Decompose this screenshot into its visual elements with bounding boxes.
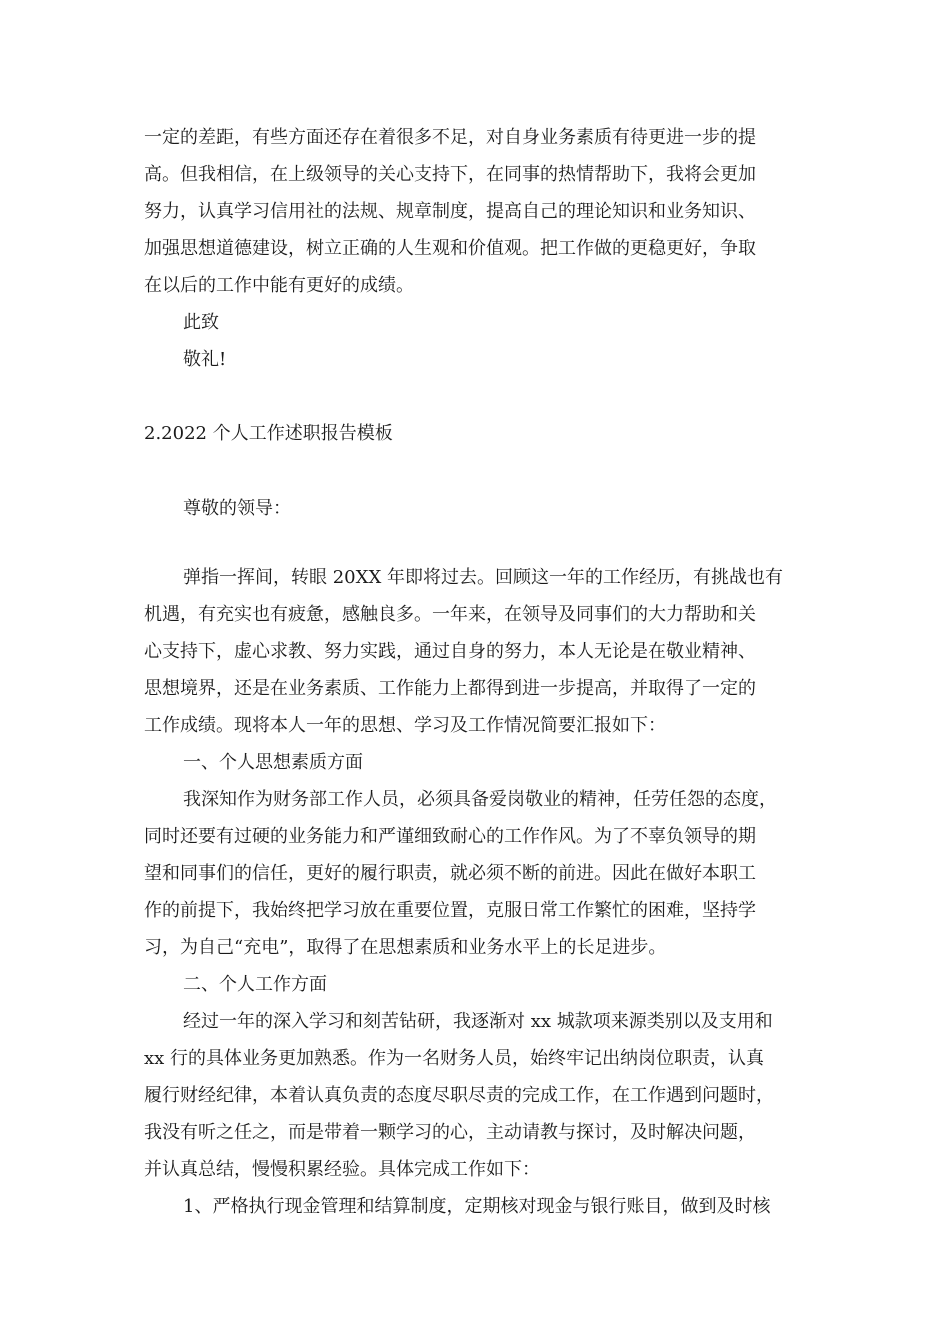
greeting: 尊敬的领导： (183, 498, 291, 519)
text-line: 履行财经纪律，本着认真负责的态度尽职尽责的完成工作，在工作遇到问题时， (144, 1085, 774, 1106)
text-line: 经过一年的深入学习和刻苦钻研，我逐渐对 xx 城款项来源类别以及支用和 (183, 1011, 773, 1032)
text-line: 机遇，有充实也有疲惫，感触良多。一年来，在领导及同事们的大力帮助和关 (144, 604, 756, 625)
text-line: 一定的差距，有些方面还存在着很多不足，对自身业务素质有待更进一步的提 (144, 127, 756, 148)
text-line: 在以后的工作中能有更好的成绩。 (144, 275, 414, 296)
text-line: 我深知作为财务部工作人员，必须具备爱岗敬业的精神，任劳任怨的态度， (183, 789, 777, 810)
list-item: 1、严格执行现金管理和结算制度，定期核对现金与银行账目，做到及时核 (183, 1196, 771, 1217)
text-line: 努力，认真学习信用社的法规、规章制度，提高自己的理论知识和业务知识、 (144, 201, 756, 222)
text-line: 高。但我相信，在上级领导的关心支持下，在同事的热情帮助下，我将会更加 (144, 164, 756, 185)
text-line: 同时还要有过硬的业务能力和严谨细致耐心的工作作风。为了不辜负领导的期 (144, 826, 756, 847)
subsection-heading: 一、个人思想素质方面 (183, 752, 363, 773)
closing-line: 此致 (183, 312, 219, 333)
closing-salutation: 敬礼! (183, 349, 227, 370)
section-heading: 2.2022 个人工作述职报告模板 (144, 423, 393, 444)
text-line: 并认真总结，慢慢积累经验。具体完成工作如下： (144, 1159, 540, 1180)
text-line: xx 行的具体业务更加熟悉。作为一名财务人员，始终牢记出纳岗位职责，认真 (144, 1048, 765, 1069)
text-line: 我没有听之任之，而是带着一颗学习的心，主动请教与探讨，及时解决问题， (144, 1122, 756, 1143)
text-line: 加强思想道德建设，树立正确的人生观和价值观。把工作做的更稳更好，争取 (144, 238, 756, 259)
text-line: 作的前提下，我始终把学习放在重要位置，克服日常工作繁忙的困难，坚持学 (144, 900, 756, 921)
text-line: 工作成绩。现将本人一年的思想、学习及工作情况简要汇报如下： (144, 715, 666, 736)
subsection-heading: 二、个人工作方面 (183, 974, 327, 995)
text-line: 习，为自己“充电”，取得了在思想素质和业务水平上的长足进步。 (144, 937, 667, 958)
text-line: 心支持下，虚心求教、努力实践，通过自身的努力，本人无论是在敬业精神、 (144, 641, 756, 662)
text-line: 思想境界，还是在业务素质、工作能力上都得到进一步提高，并取得了一定的 (144, 678, 756, 699)
text-line: 望和同事们的信任，更好的履行职责，就必须不断的前进。因此在做好本职工 (144, 863, 756, 884)
text-line: 弹指一挥间，转眼 20XX 年即将过去。回顾这一年的工作经历，有挑战也有 (183, 567, 783, 588)
